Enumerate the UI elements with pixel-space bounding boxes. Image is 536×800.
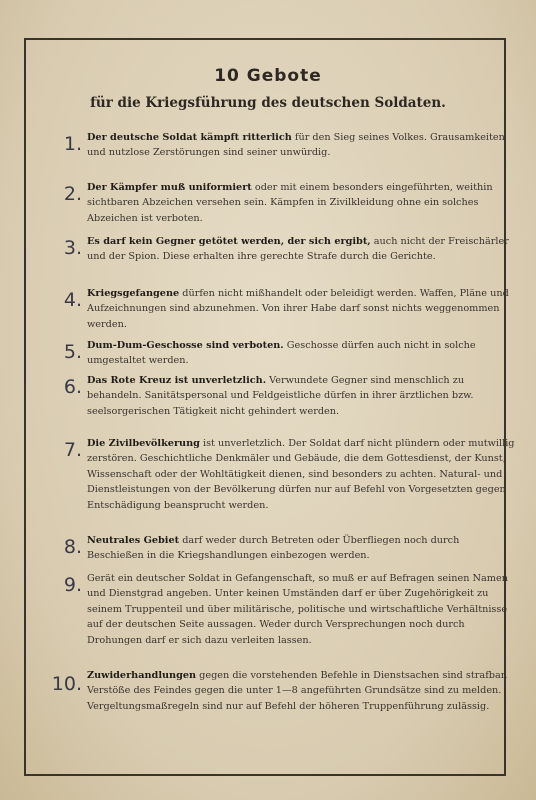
item-body: für den Sieg seines Volkes. Grausamkeiten und nutzlose Zerstörungen sind seiner unwürdig. — [87, 132, 505, 159]
item-number: 8. — [63, 536, 82, 558]
page-title: 10 Gebote — [214, 66, 322, 86]
item-text — [87, 373, 519, 419]
item-body: darf weder durch Betreten oder Überfliegen noch durch Beschießen in die Kriegshandlungen einbezogen werden. — [87, 535, 460, 562]
item-lead: Kriegsgefangene — [87, 288, 180, 299]
item-body: oder mit einem besonders eingeführten, weithin sichtbaren Abzeichen versehen sein. Kämpfen in Zivilkleidung ohne ein solches Abzeichen ist verboten. — [87, 182, 493, 224]
item-body: gegen die vorstehenden Befehle in Dienstsachen sind strafbar. Verstöße des Feindes gegen die unter 1—8 angeführten Grundsätze sind zu melden. Vergeltungsmaßregeln sind nur auf Befehl der höheren Truppenführung zulässig. — [87, 670, 508, 712]
item-lead: Der deutsche Soldat kämpft ritterlich — [87, 132, 292, 143]
item-text — [87, 338, 519, 369]
item-text — [87, 571, 519, 648]
item-lead: Neutrales Gebiet — [87, 535, 180, 546]
item-number: 10. — [51, 673, 82, 695]
item-number: 7. — [63, 439, 82, 461]
item-lead: Es darf kein Gegner getötet werden, der sich ergibt, — [87, 236, 371, 247]
page-subtitle: für die Kriegsführung des deutschen Soldaten. — [90, 95, 446, 111]
item-text — [87, 533, 519, 564]
item-text — [87, 234, 519, 265]
item-lead: Der Kämpfer muß uniformiert — [87, 182, 252, 193]
item-body: ist unverletzlich. Der Soldat darf nicht plündern oder mutwillig zerstören. Geschichtliche Denkmäler und Gebäude, die dem Gottesdienst, der Kunst, Wissenschaft oder der Wohltätigkeit dienen, sind besonders zu achten. Natural- und Dienstleistungen von der Bevölkerung dürfen nur auf Befehl von Vorgesetzten gegen Entschädigung beansprucht werden. — [87, 438, 515, 511]
item-number: 6. — [63, 376, 82, 398]
item-lead: Das Rote Kreuz ist unverletzlich. — [87, 375, 267, 386]
item-body: Geschosse dürfen auch nicht in solche umgestaltet werden. — [87, 340, 476, 367]
item-number: 2. — [63, 183, 82, 205]
item-number: 3. — [63, 237, 82, 259]
item-body: dürfen nicht mißhandelt oder beleidigt werden. Waffen, Pläne und Aufzeichnungen sind abzunehmen. Von ihrer Habe darf sonst nichts weggenommen werden. — [87, 288, 509, 330]
item-lead: Zuwiderhandlungen — [87, 670, 197, 681]
item-lead: Dum-Dum-Geschosse sind verboten. — [87, 340, 284, 351]
item-lead: Die Zivilbevölkerung — [87, 438, 200, 449]
item-text — [87, 668, 519, 714]
item-number: 5. — [63, 341, 82, 363]
item-body: auch nicht der Freischärler und der Spion. Diese erhalten ihre gerechte Strafe durch die Gerichte. — [87, 236, 509, 263]
item-body: Gerät ein deutscher Soldat in Gefangenschaft, so muß er auf Befragen seinen Namen und Dienstgrad angeben. Unter keinen Umständen darf er über Zugehörigkeit zu seinem Truppenteil und über militärische, politische und wirtschaftliche Verhältnisse auf der deutschen Seite aussagen. Weder durch Versprechungen noch durch Drohungen darf er sich dazu verleiten lassen. — [87, 573, 508, 646]
item-number: 9. — [63, 574, 82, 596]
item-number: 1. — [63, 133, 82, 155]
item-text — [87, 130, 519, 161]
item-text — [87, 180, 519, 226]
item-number: 4. — [63, 289, 82, 311]
item-body: Verwundete Gegner sind menschlich zu behandeln. Sanitätspersonal und Feldgeistliche dürfen in ihrer ärztlichen bzw. seelsorgerischen Tätigkeit nicht gehindert werden. — [87, 375, 474, 417]
item-text — [87, 286, 519, 332]
item-text — [87, 436, 519, 513]
